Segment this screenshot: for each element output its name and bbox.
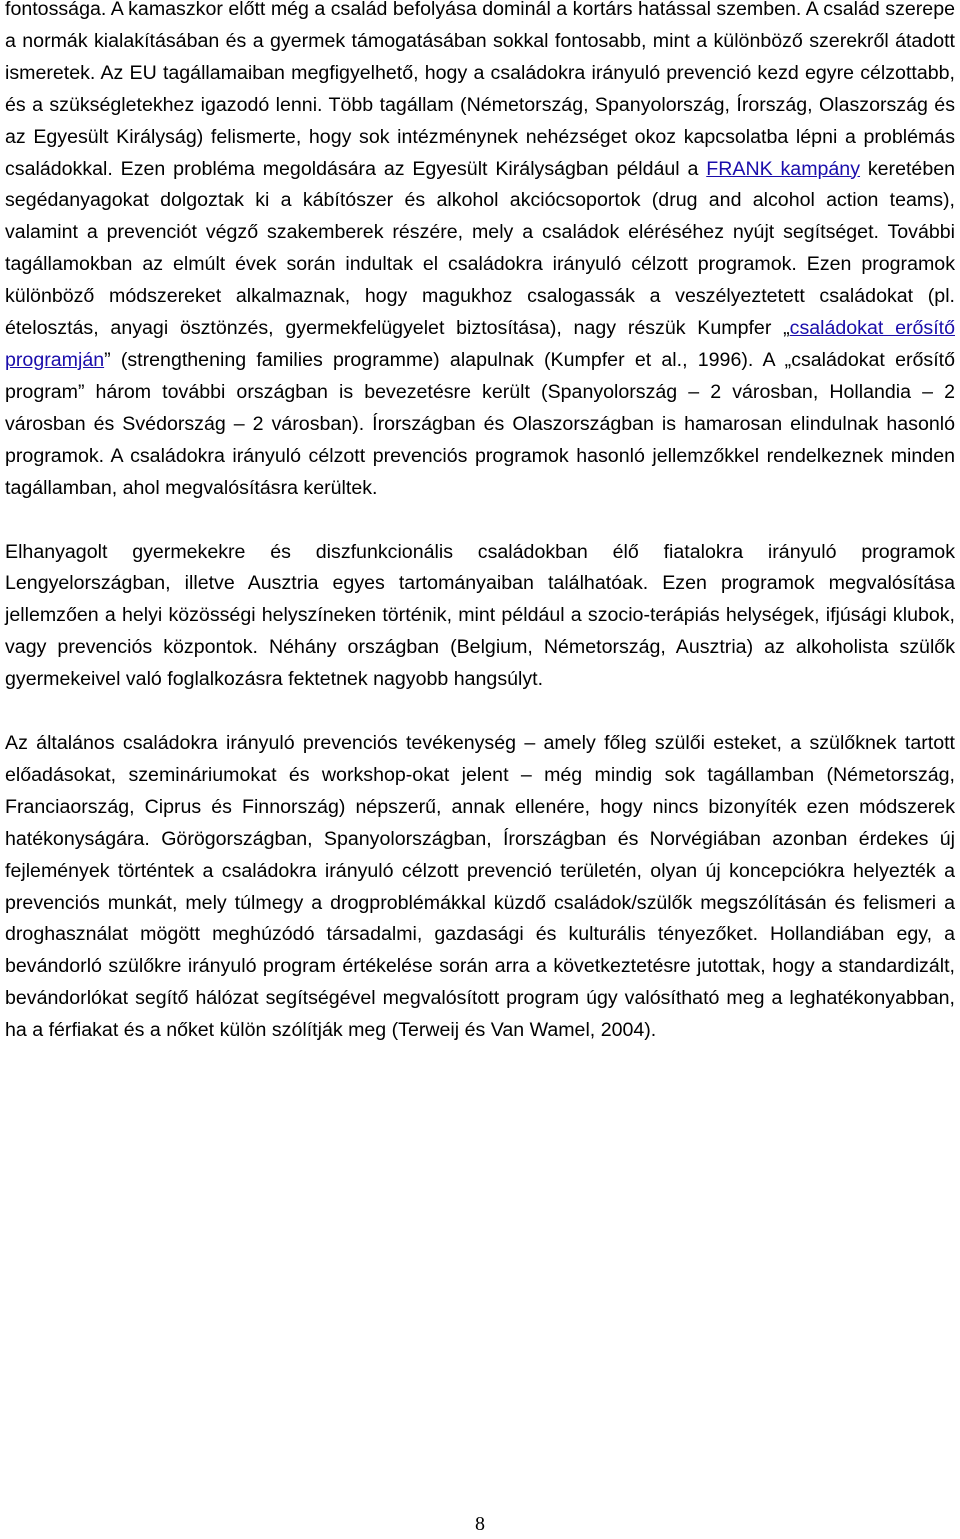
intro-text: fontossága. A kamaszkor előtt még a család befolyása dominál a kortárs hatással szemben. A család szerepe a normák kialakításában és a gyermek támogatásában sokkal fontosabb, mint a különböző szerekről átadott ismeretek.	[5, 0, 955, 84]
eu-prevention-text: Az EU tagállamaiban megfigyelhető, hogy a családokra irányuló prevenció kezd egyre célzottabb, és a szükségletekhez igazodó lenni. Több tagállam (Németország, Spanyolország, Írország, Olaszország és az Egyesült Királyság) felismerte, hogy sok intézménynek nehézséget okoz kapcsolatba lépni a problémás családokkal. Ezen probléma megoldására az Egyesült Királyságban például a	[5, 61, 955, 180]
document-page	[5, 0, 955, 1047]
paragraph-gap	[5, 505, 955, 537]
eu-prevention-text-end: ” (strengthening families programme) alapulnak (Kumpfer et al., 1996). A „családokat erősítő program” három további országban is bevezetésre került (Spanyolország – 2 városban, Hollandia – 2 városban és Svédország – 2 városban). Írországban és Olaszországban is hamarosan elindulnak hasonló programok. A családokra irányuló célzott prevenciós programok hasonló jellemzőkkel rendelkeznek minden tagállamban, ahol megvalósításra kerültek.	[5, 348, 955, 499]
eu-prevention-text-cont: keretében segédanyagokat dolgoztak ki a kábítószer és alkohol akciócsoportok (drug and alcohol action teams), valamint a prevenciót végző szakemberek részére, mely a családok eléréséhez nyújt segítséget. További tagállamokban az elmúlt évek során indultak el családokra irányuló célzott programok. Ezen programok különböző módszereket alkalmaznak, hogy magukhoz csalogassák a veszélyeztetett családokat (pl. ételosztás, anyagi ösztönzés, gyermekfelügyelet biztosítása), nagy részük Kumpfer „	[5, 157, 956, 340]
strengthening-families-link[interactable]: családokat erősítő programján	[5, 317, 955, 371]
paragraph-neglected-children: Elhanyagolt gyermekekre és diszfunkcionális családokban élő fiatalokra irányuló programok Lengyelországban, illetve Ausztria egyes tartományaiban találhatóak. Ezen programok megvalósítása jellemzően a helyi közösségi helyszíneken történik, mint például a szocio-terápiás helységek, ifjúsági klubok, vagy prevenciós központok. Néhány országban (Belgium, Németország, Ausztria) az alkoholista szülők gyermekeivel való foglalkozásra fektetnek nagyobb hangsúlyt.	[5, 540, 955, 691]
paragraph-intro	[5, 0, 955, 505]
page-number: 8	[475, 1513, 485, 1535]
paragraph-gap	[5, 696, 955, 728]
paragraph-general-prevention: Az általános családokra irányuló prevenciós tevékenység – amely főleg szülői esteket, a szülőknek tartott előadásokat, szemináriumokat és workshop-okat jelent – még mindig sok tagállamban (Németország, Franciaország, Ciprus és Finnország) népszerű, annak ellenére, hogy nincs bizonyíték ezen módszerek hatékonyságára. Görögországban, Spanyolországban, Írországban és Norvégiában azonban érdekes új fejlemények történtek a családokra irányuló célzott prevenció területén, olyan új koncepciókra helyezték a prevenciós munkát, mely túlmegy a drogproblémákkal küzdő családok/szülők megszólításán és felismeri a droghasználat mögött meghúzódó társadalmi, gazdasági és kulturális tényezőket. Hollandiában egy, a bevándorló szülőkre irányuló program értékelése során arra a következtetésre jutottak, hogy a standardizált, bevándorlókat segítő hálózat segítségével megvalósított program úgy valósítható meg a leghatékonyabban, ha a férfiakat és a nőket külön szólítják meg (Terweij és Van Wamel, 2004).	[5, 732, 955, 1042]
frank-campaign-link[interactable]: FRANK kampány	[706, 157, 861, 180]
